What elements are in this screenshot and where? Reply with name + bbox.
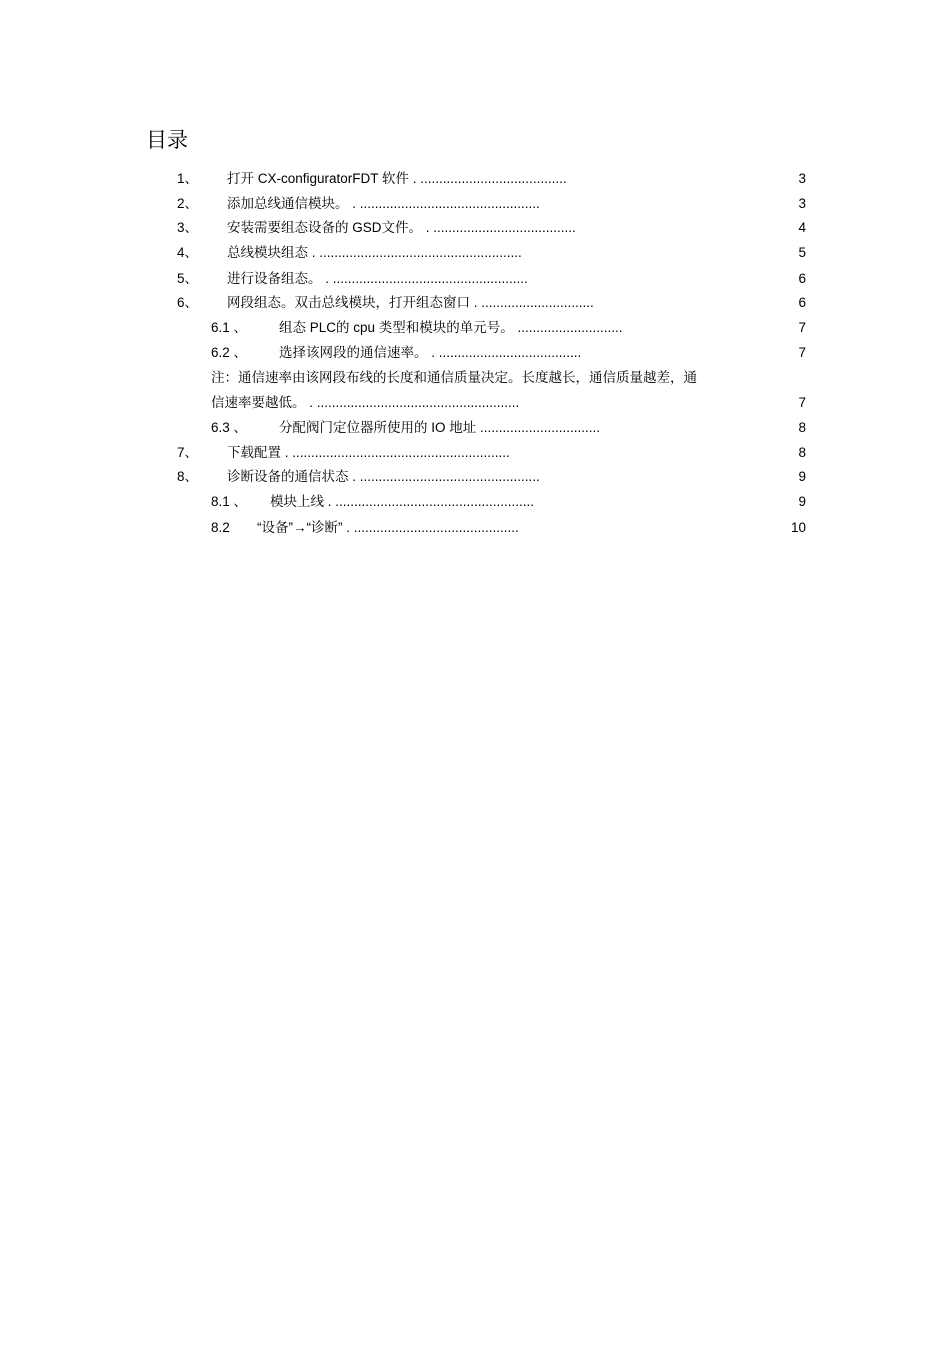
toc-entry-title: 模块上线 . ..................................................... (270, 494, 535, 509)
toc-entry-number: 8.2 (211, 520, 230, 535)
toc-entry-title: 安装需要组态设备的 GSD文件。 . ...................................... (227, 220, 576, 235)
toc-entry-number: 6.2 、 (211, 345, 248, 360)
toc-entry-title: “设备”→“诊断” . ............................................ (257, 520, 519, 535)
toc-entry-page: 8 (798, 420, 806, 435)
toc-entry-number: 6.3 、 (211, 420, 248, 435)
toc-entry-number: 1、 (177, 171, 199, 186)
toc-entry[interactable] (0, 393, 950, 413)
toc-entry-number: 2、 (177, 196, 199, 211)
toc-entry-page: 7 (798, 345, 806, 360)
toc-entry-page: 10 (790, 520, 806, 535)
toc-entry-number: 8、 (177, 469, 199, 484)
toc-entry-number: 3、 (177, 220, 199, 235)
toc-entry[interactable] (0, 194, 950, 214)
toc-subentry[interactable] (0, 418, 950, 438)
toc-entry[interactable] (0, 218, 950, 238)
toc-entry-number: 8.1 、 (211, 494, 248, 509)
toc-entry-page: 8 (798, 445, 806, 460)
toc-entry-page: 4 (798, 220, 806, 235)
toc-entry-page: 6 (798, 271, 806, 286)
toc-entry-page: 6 (798, 295, 806, 310)
toc-subentry[interactable] (0, 343, 950, 363)
toc-entry-title: 添加总线通信模块。 . ................................................ (227, 196, 540, 211)
toc-entry-title: 下载配置 . .......................................................... (227, 445, 510, 460)
toc-entry[interactable] (0, 243, 950, 263)
toc-entry-title: 分配阀门定位器所使用的 IO 地址 ................................ (279, 420, 601, 435)
toc-entry-number: 4、 (177, 245, 199, 260)
toc-entry-page: 7 (798, 320, 806, 335)
toc-note-text: 注：通信速率由该网段布线的长度和通信质量决定。长度越长，通信质量越差，通 (211, 370, 697, 385)
toc-entry-title: 进行设备组态。 . .................................................... (227, 271, 528, 286)
toc-entry[interactable] (0, 269, 950, 289)
toc-entry-number: 6.1 、 (211, 320, 248, 335)
toc-entry-title: 诊断设备的通信状态 . ................................................ (227, 469, 540, 484)
toc-entry-page: 9 (798, 469, 806, 484)
toc-entry-title: 信速率要越低。 . ...................................................... (211, 395, 520, 410)
toc-entry-title: 组态 PLC的 cpu 类型和模块的单元号。 ............................ (279, 320, 623, 335)
toc-entry[interactable] (0, 169, 950, 189)
toc-entry[interactable] (0, 293, 950, 313)
toc-entry-title: 选择该网段的通信速率。 . ...................................... (279, 345, 582, 360)
toc-entry-title: 总线模块组态 . ...................................................... (227, 245, 522, 260)
toc-subentry[interactable] (0, 518, 950, 538)
toc-subentry[interactable] (0, 318, 950, 338)
toc-note-line (0, 368, 950, 388)
toc-entry[interactable] (0, 467, 950, 487)
toc-title: 目录 (146, 129, 188, 152)
toc-entry-page: 7 (798, 395, 806, 410)
toc-subentry[interactable] (0, 492, 950, 512)
toc-entry-number: 6、 (177, 295, 199, 310)
toc-entry-page: 3 (798, 196, 806, 211)
toc-entry-page: 3 (798, 171, 806, 186)
toc-entry-title: 网段组态。双击总线模块，打开组态窗口 . .............................. (227, 295, 594, 310)
toc-entry-number: 5、 (177, 271, 199, 286)
toc-entry[interactable] (0, 443, 950, 463)
toc-entry-page: 9 (798, 494, 806, 509)
toc-entry-number: 7、 (177, 445, 199, 460)
toc-entry-title: 打开 CX-configuratorFDT 软件 . ....................................... (227, 171, 567, 186)
toc-entry-page: 5 (798, 245, 806, 260)
